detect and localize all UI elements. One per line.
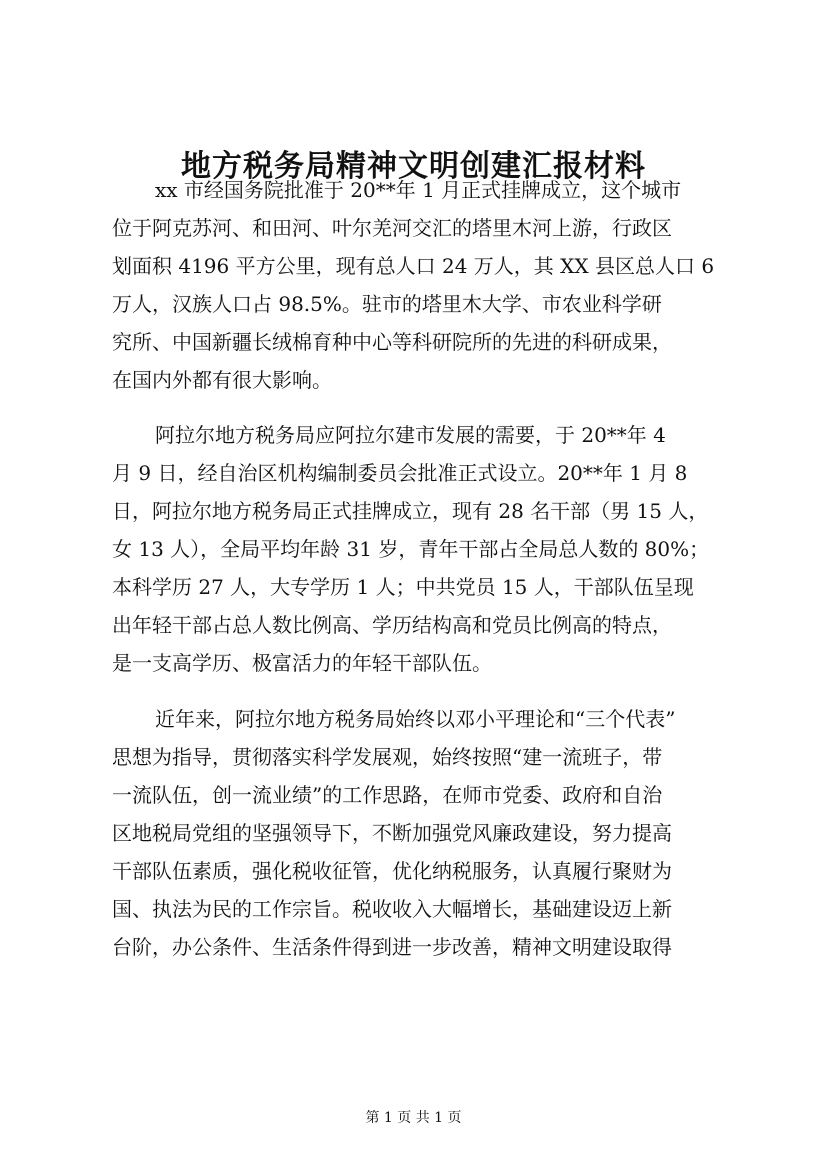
paragraph-1-line-2: 位于阿克苏河、和田河、叶尔羌河交汇的塔里木河上游，行政区 [112,216,672,240]
paragraph-2-line-1: 阿拉尔地方税务局应阿拉尔建市发展的需要，于 20**年 4 [155,423,666,447]
paragraph-1-line-4: 万人，汉族人口占 98.5%。驻市的塔里木大学、市农业科学研 [112,292,662,316]
paragraph-2-line-7: 是一支高学历、极富活力的年轻干部队伍。 [112,651,492,675]
paragraph-3-line-7: 台阶，办公条件、生活条件得到进一步改善，精神文明建设取得 [112,935,672,959]
paragraph-3-line-3: 一流队伍，创一流业绩”的工作思路，在师市党委、政府和自治 [112,783,663,807]
document-title: 地方税务局精神文明创建汇报材料 [181,149,646,184]
page-number: 第 1 页 共 1 页 [365,1110,462,1126]
paragraph-1-line-6: 在国内外都有很大影响。 [112,368,332,392]
paragraph-3-line-2: 思想为指导，贯彻落实科学发展观，始终按照“建一流班子，带 [112,745,663,769]
paragraph-2-line-4: 女 13 人），全局平均年龄 31 岁，青年干部占全局总人数的 80%； [112,537,710,561]
paragraph-1-line-3: 划面积 4196 平方公里，现有总人口 24 万人，其 XX 县区总人口 6 [112,254,715,278]
paragraph-3-line-6: 国、执法为民的工作宗旨。税收收入大幅增长，基础建设迈上新 [112,897,672,921]
paragraph-3-line-1: 近年来，阿拉尔地方税务局始终以邓小平理论和“三个代表” [155,707,676,731]
paragraph-3-line-4: 区地税局党组的坚强领导下，不断加强党风廉政建设，努力提高 [112,821,672,845]
paragraph-2-line-6: 出年轻干部占总人数比例高、学历结构高和党员比例高的特点， [112,613,672,637]
paragraph-2-line-2: 月 9 日，经自治区机构编制委员会批准正式设立。20**年 1 月 8 [112,461,688,485]
paragraph-2-line-3: 日，阿拉尔地方税务局正式挂牌成立，现有 28 名干部（男 15 人， [112,499,709,523]
paragraph-1-line-1: xx 市经国务院批准于 20**年 1 月正式挂牌成立，这个城市 [155,178,682,202]
paragraph-2-line-5: 本科学历 27 人，大专学历 1 人；中共党员 15 人，干部队伍呈现 [112,575,694,599]
paragraph-1-line-5: 究所、中国新疆长绒棉育种中心等科研院所的先进的科研成果， [112,330,672,354]
paragraph-3-line-5: 干部队伍素质，强化税收征管，优化纳税服务，认真履行聚财为 [112,859,672,883]
